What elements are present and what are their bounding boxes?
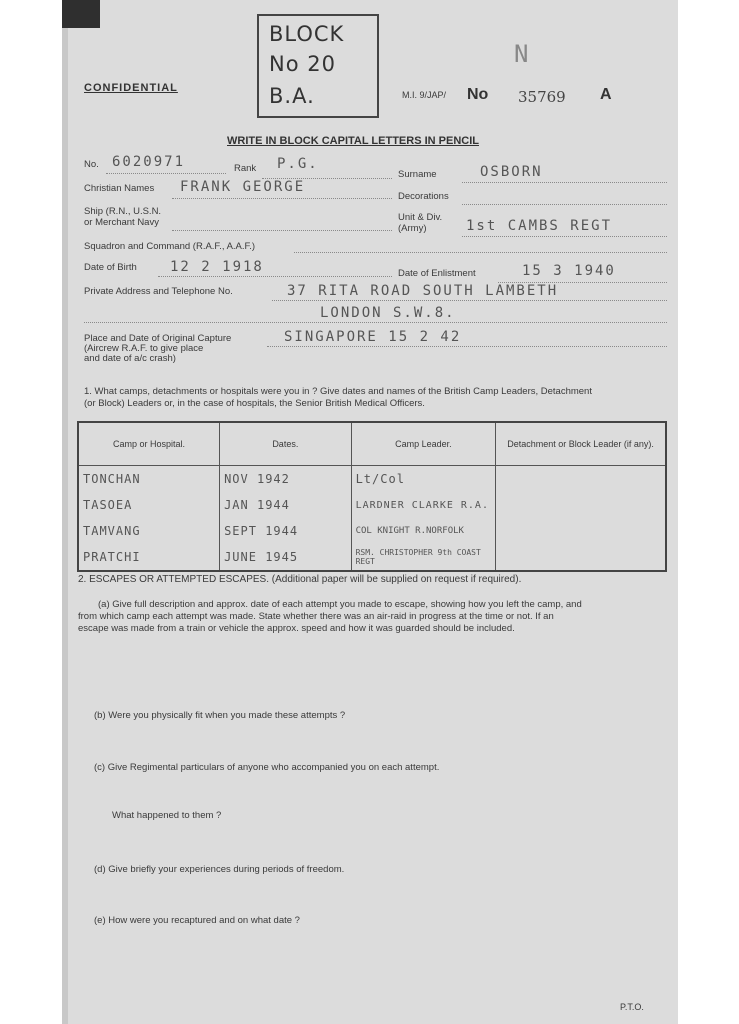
question-2d: (d) Give briefly your experiences during periods of freedom. [94, 864, 345, 875]
table-header-row [78, 422, 666, 466]
header-dates: Dates. [220, 422, 352, 466]
form-suffix: A [600, 86, 612, 103]
block-stamp [257, 14, 379, 118]
question-2-heading: 2. ESCAPES OR ATTEMPTED ESCAPES. (Additional paper will be supplied on request if required). [78, 574, 522, 585]
unit-label-2: (Army) [398, 223, 427, 234]
detachment-cell [496, 544, 666, 571]
no-label: No. [84, 159, 99, 170]
leader-cell: RSM. CHRISTOPHER 9th COAST REGT [351, 544, 496, 571]
address-value-1: 37 RITA ROAD SOUTH LAMBETH [287, 283, 559, 299]
dates-cell: JAN 1944 [220, 492, 352, 518]
camp-cell: TAMVANG [78, 518, 220, 544]
dates-cell: JUNE 1945 [220, 544, 352, 571]
page-edge [62, 0, 68, 1024]
question-1-line-2: (or Block) Leaders or, in the case of hospitals, the Senior British Medical Officers. [84, 398, 425, 409]
question-2a-line-2: from which camp each attempt was made. State whether there was an air-raid in progress at the time or not. If an [78, 611, 554, 622]
table-row [78, 466, 666, 493]
leader-cell: Lt/Col [351, 466, 496, 493]
capture-label-1: Place and Date of Original Capture [84, 333, 232, 344]
camps-table [77, 421, 667, 572]
header-detachment-leader: Detachment or Block Leader (if any). [496, 422, 666, 466]
dob-value: 12 2 1918 [170, 259, 264, 275]
rank-label: Rank [234, 163, 257, 174]
camp-cell: TONCHAN [78, 466, 220, 493]
address-label: Private Address and Telephone No. [84, 286, 233, 297]
table-row [78, 492, 666, 518]
ship-label-1: Ship (R.N., U.S.N. [84, 206, 162, 217]
no-value: 6020971 [112, 154, 186, 170]
table-row [78, 544, 666, 571]
document-page [62, 0, 678, 1024]
enlistment-label: Date of Enlistment [398, 268, 476, 279]
stamp-line-2: No 20 [269, 52, 336, 76]
confidential-label: CONFIDENTIAL [84, 82, 178, 94]
header-camp-leader: Camp Leader. [351, 422, 496, 466]
unit-label-1: Unit & Div. [398, 212, 443, 223]
stamp-line-3: B.A. [269, 84, 315, 108]
instruction-heading: WRITE IN BLOCK CAPITAL LETTERS IN PENCIL [227, 135, 479, 147]
question-2e: (e) How were you recaptured and on what date ? [94, 915, 300, 926]
dates-cell: NOV 1942 [220, 466, 352, 493]
surname-label: Surname [398, 169, 437, 180]
detachment-cell [496, 466, 666, 493]
camp-cell: PRATCHI [78, 544, 220, 571]
camp-cell: TASOEA [78, 492, 220, 518]
capture-value: SINGAPORE 15 2 42 [284, 329, 462, 345]
question-2a-line-3: escape was made from a train or vehicle the approx. speed and how it was guarded should be included. [78, 623, 515, 634]
form-no-label: No [467, 86, 489, 103]
unit-value: 1st CAMBS REGT [466, 218, 613, 234]
question-2c: (c) Give Regimental particulars of anyone who accompanied you on each attempt. [94, 762, 440, 773]
scribble-mark: N [514, 40, 531, 68]
folded-corner [62, 0, 100, 28]
capture-label-3: and date of a/c crash) [84, 353, 176, 364]
leader-cell: COL KNIGHT R.NORFOLK [351, 518, 496, 544]
squadron-label: Squadron and Command (R.A.F., A.A.F.) [84, 241, 256, 252]
form-number: 35769 [518, 88, 566, 106]
question-2b: (b) Were you physically fit when you made these attempts ? [94, 710, 346, 721]
detachment-cell [496, 518, 666, 544]
question-2a-line-1: (a) Give full description and approx. date of each attempt you made to escape, showing how you left the camp, and [98, 599, 582, 610]
enlistment-value: 15 3 1940 [522, 263, 616, 279]
pto-label: P.T.O. [620, 1002, 644, 1012]
decorations-label: Decorations [398, 191, 449, 202]
form-ref: M.I. 9/JAP/ [402, 90, 447, 100]
address-value-2: LONDON S.W.8. [320, 305, 456, 321]
capture-label-2: (Aircrew R.A.F. to give place [84, 343, 204, 354]
christian-names-value: FRANK GEORGE [180, 179, 306, 195]
dob-label: Date of Birth [84, 262, 137, 273]
leader-cell: LARDNER CLARKE R.A. [351, 492, 496, 518]
ship-label-2: or Merchant Navy [84, 217, 159, 228]
christian-names-label: Christian Names [84, 183, 155, 194]
rank-value: P.G. [277, 156, 319, 172]
stamp-line-1: BLOCK [269, 22, 345, 46]
question-2c-followup: What happened to them ? [112, 810, 222, 821]
surname-value: OSBORN [480, 164, 543, 180]
table-row [78, 518, 666, 544]
question-1-line-1: 1. What camps, detachments or hospitals were you in ? Give dates and names of the British Camp Leaders, Detachment [84, 386, 592, 397]
detachment-cell [496, 492, 666, 518]
dates-cell: SEPT 1944 [220, 518, 352, 544]
header-camp: Camp or Hospital. [78, 422, 220, 466]
